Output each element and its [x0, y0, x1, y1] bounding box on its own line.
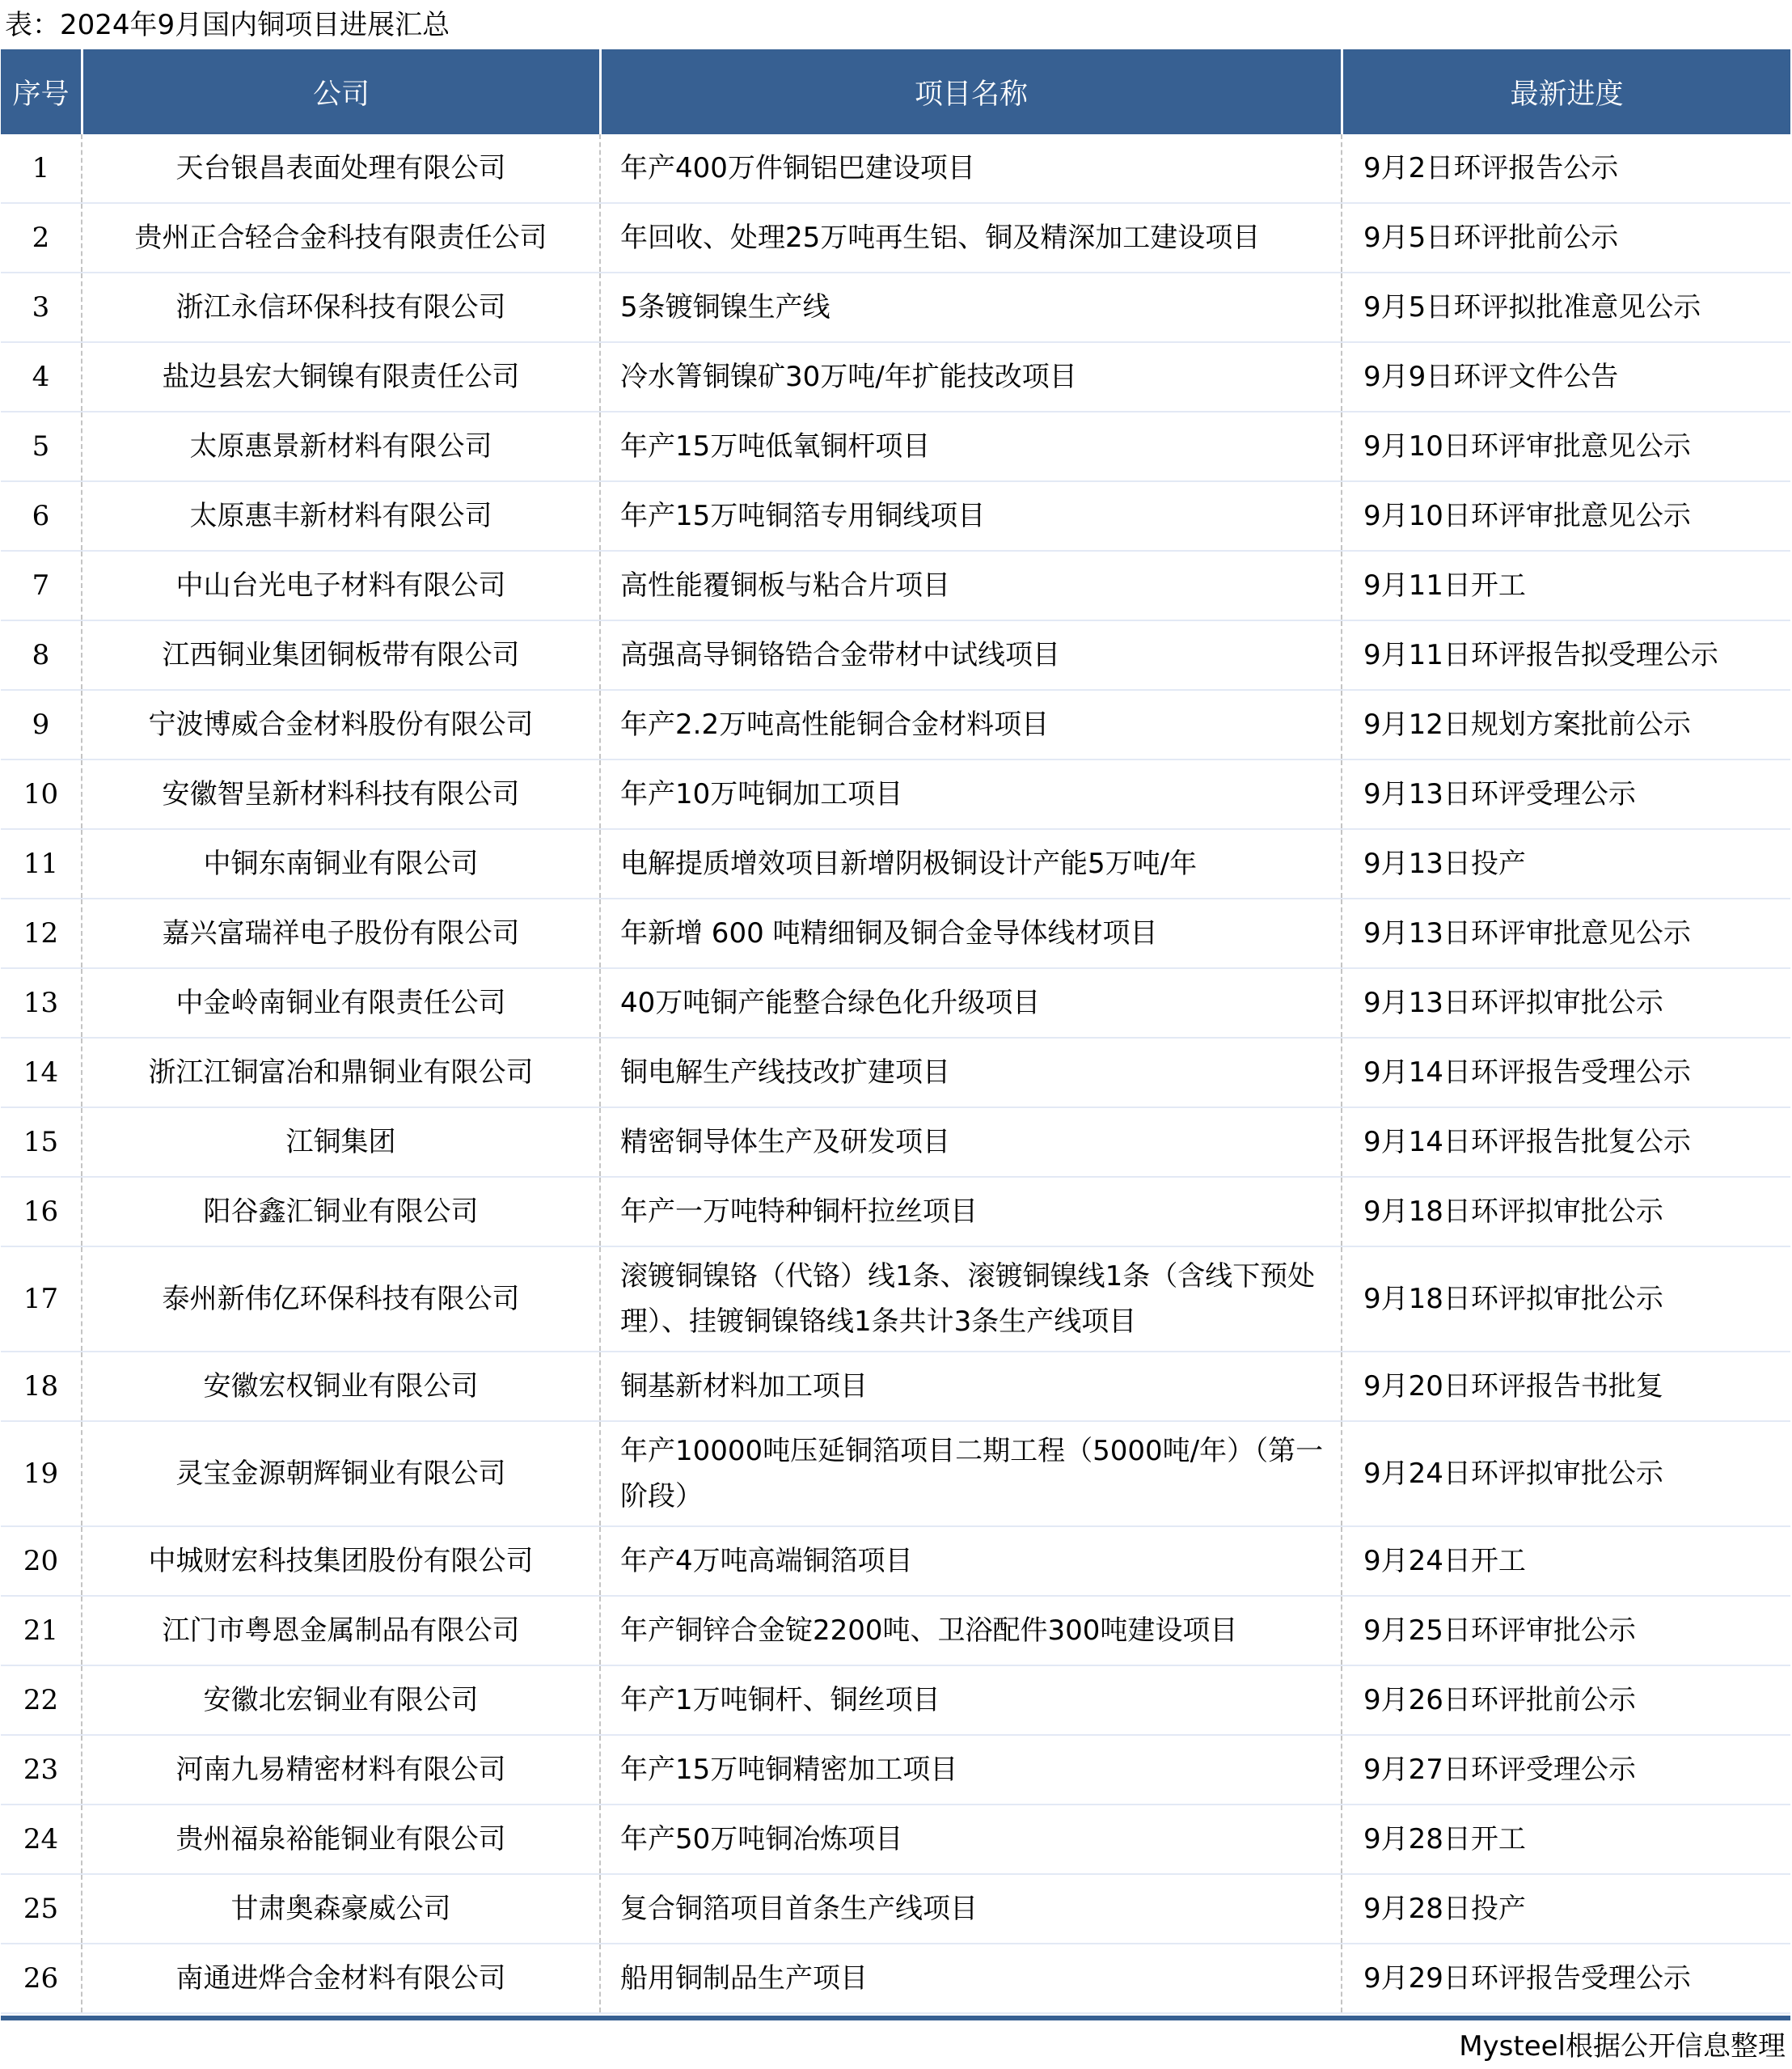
cell-company: 江铜集团	[81, 1108, 599, 1176]
cell-company: 中金岭南铜业有限责任公司	[81, 969, 599, 1037]
cell-company: 宁波博威合金材料股份有限公司	[81, 691, 599, 759]
cell-progress: 9月10日环评审批意见公示	[1341, 413, 1790, 480]
cell-project: 年产15万吨铜箔专用铜线项目	[599, 482, 1341, 550]
cell-progress: 9月24日开工	[1341, 1527, 1790, 1595]
cell-company: 河南九易精密材料有限公司	[81, 1736, 599, 1804]
cell-index: 4	[32, 361, 50, 393]
cell-company: 中城财宏科技集团股份有限公司	[81, 1527, 599, 1595]
cell-progress: 9月20日环评报告书批复	[1341, 1352, 1790, 1420]
table-row	[1, 343, 1790, 413]
cell-company: 中铜东南铜业有限公司	[81, 830, 599, 898]
cell-project: 年产10000吨压延铜箔项目二期工程（5000吨/年）（第一阶段）	[599, 1422, 1341, 1525]
cell-progress: 9月25日环评审批公示	[1341, 1597, 1790, 1665]
table-row	[1, 204, 1790, 273]
cell-project: 年新增 600 吨精细铜及铜合金导体线材项目	[599, 899, 1341, 967]
table-row	[1, 1247, 1790, 1352]
cell-index: 12	[23, 917, 59, 950]
cell-project: 复合铜箔项目首条生产线项目	[599, 1875, 1341, 1943]
cell-progress: 9月10日环评审批意见公示	[1341, 482, 1790, 550]
cell-progress: 9月18日环评拟审批公示	[1341, 1247, 1790, 1351]
cell-progress: 9月27日环评受理公示	[1341, 1736, 1790, 1804]
cell-project: 年产一万吨特种铜杆拉丝项目	[599, 1178, 1341, 1246]
cell-company: 江西铜业集团铜板带有限公司	[81, 621, 599, 689]
cell-company: 太原惠景新材料有限公司	[81, 413, 599, 480]
table-row	[1, 1527, 1790, 1597]
cell-index: 9	[32, 709, 50, 741]
cell-index: 25	[23, 1893, 59, 1925]
table-row	[1, 1944, 1790, 2014]
cell-index: 17	[23, 1283, 59, 1315]
cell-company: 太原惠丰新材料有限公司	[81, 482, 599, 550]
table-row	[1, 1422, 1790, 1527]
cell-project: 铜基新材料加工项目	[599, 1352, 1341, 1420]
cell-company: 贵州福泉裕能铜业有限公司	[81, 1805, 599, 1873]
table-row	[1, 1805, 1790, 1875]
cell-index: 3	[32, 291, 50, 324]
cell-progress: 9月13日环评拟审批公示	[1341, 969, 1790, 1037]
cell-index: 8	[32, 639, 50, 671]
table-row	[1, 1875, 1790, 1944]
cell-index: 6	[32, 500, 50, 532]
table-row	[1, 1597, 1790, 1666]
cell-index: 10	[23, 778, 59, 810]
table-row	[1, 552, 1790, 621]
cell-progress: 9月5日环评拟批准意见公示	[1341, 273, 1790, 341]
cell-index: 26	[23, 1962, 59, 1995]
table-row	[1, 482, 1790, 552]
cell-index: 22	[23, 1684, 59, 1716]
cell-project: 滚镀铜镍铬（代铬）线1条、滚镀铜镍线1条（含线下预处理）、挂镀铜镍铬线1条共计3条生产线项目	[599, 1247, 1341, 1351]
cell-progress: 9月18日环评拟审批公示	[1341, 1178, 1790, 1246]
cell-company: 安徽北宏铜业有限公司	[81, 1666, 599, 1734]
cell-progress: 9月2日环评报告公示	[1341, 134, 1790, 202]
table-row	[1, 1039, 1790, 1108]
cell-index: 11	[23, 848, 59, 880]
cell-project: 5条镀铜镍生产线	[599, 273, 1341, 341]
cell-company: 天台银昌表面处理有限公司	[81, 134, 599, 202]
cell-company: 阳谷鑫汇铜业有限公司	[81, 1178, 599, 1246]
table-row	[1, 969, 1790, 1039]
cell-index: 24	[23, 1823, 59, 1855]
cell-index: 19	[23, 1458, 59, 1490]
cell-company: 灵宝金源朝辉铜业有限公司	[81, 1422, 599, 1525]
cell-progress: 9月13日环评受理公示	[1341, 760, 1790, 828]
cell-project: 高性能覆铜板与粘合片项目	[599, 552, 1341, 620]
cell-progress: 9月28日开工	[1341, 1805, 1790, 1873]
cell-project: 电解提质增效项目新增阴极铜设计产能5万吨/年	[599, 830, 1341, 898]
cell-project: 40万吨铜产能整合绿色化升级项目	[599, 969, 1341, 1037]
table-row	[1, 830, 1790, 899]
cell-project: 冷水箐铜镍矿30万吨/年扩能技改项目	[599, 343, 1341, 411]
header-project: 项目名称	[599, 49, 1341, 134]
cell-company: 安徽智呈新材料科技有限公司	[81, 760, 599, 828]
cell-company: 甘肃奥森豪威公司	[81, 1875, 599, 1943]
cell-index: 16	[23, 1195, 59, 1228]
cell-progress: 9月24日环评拟审批公示	[1341, 1422, 1790, 1525]
cell-index: 21	[23, 1614, 59, 1647]
cell-company: 浙江永信环保科技有限公司	[81, 273, 599, 341]
table-bottom-border	[1, 2016, 1790, 2020]
cell-project: 年产4万吨高端铜箔项目	[599, 1527, 1341, 1595]
cell-progress: 9月26日环评批前公示	[1341, 1666, 1790, 1734]
cell-project: 年产10万吨铜加工项目	[599, 760, 1341, 828]
cell-index: 23	[23, 1754, 59, 1786]
cell-company: 中山台光电子材料有限公司	[81, 552, 599, 620]
cell-project: 年产15万吨铜精密加工项目	[599, 1736, 1341, 1804]
cell-project: 年产15万吨低氧铜杆项目	[599, 413, 1341, 480]
cell-index: 7	[32, 569, 50, 602]
source-note: Mysteel根据公开信息整理	[1459, 2030, 1786, 2063]
cell-company: 嘉兴富瑞祥电子股份有限公司	[81, 899, 599, 967]
cell-progress: 9月11日环评报告拟受理公示	[1341, 621, 1790, 689]
table-row	[1, 1736, 1790, 1805]
cell-progress: 9月28日投产	[1341, 1875, 1790, 1943]
cell-project: 年产400万件铜铝巴建设项目	[599, 134, 1341, 202]
table-row	[1, 760, 1790, 830]
copper-projects-table	[1, 49, 1790, 2020]
cell-progress: 9月9日环评文件公告	[1341, 343, 1790, 411]
cell-company: 安徽宏权铜业有限公司	[81, 1352, 599, 1420]
cell-project: 船用铜制品生产项目	[599, 1944, 1341, 2012]
cell-company: 泰州新伟亿环保科技有限公司	[81, 1247, 599, 1351]
cell-company: 南通进烨合金材料有限公司	[81, 1944, 599, 2012]
cell-company: 盐边县宏大铜镍有限责任公司	[81, 343, 599, 411]
cell-company: 贵州正合轻合金科技有限责任公司	[81, 204, 599, 272]
cell-progress: 9月13日投产	[1341, 830, 1790, 898]
cell-project: 年产1万吨铜杆、铜丝项目	[599, 1666, 1341, 1734]
cell-index: 15	[23, 1126, 59, 1158]
cell-progress: 9月5日环评批前公示	[1341, 204, 1790, 272]
table-row	[1, 1178, 1790, 1247]
table-header	[1, 49, 1790, 134]
cell-index: 1	[32, 152, 50, 184]
cell-project: 年产50万吨铜冶炼项目	[599, 1805, 1341, 1873]
cell-progress: 9月29日环评报告受理公示	[1341, 1944, 1790, 2012]
table-row	[1, 134, 1790, 204]
cell-index: 14	[23, 1056, 59, 1089]
table-row	[1, 1666, 1790, 1736]
cell-project: 年产2.2万吨高性能铜合金材料项目	[599, 691, 1341, 759]
table-row	[1, 1108, 1790, 1178]
cell-project: 精密铜导体生产及研发项目	[599, 1108, 1341, 1176]
table-row	[1, 899, 1790, 969]
cell-index: 2	[32, 222, 50, 254]
cell-progress: 9月13日环评审批意见公示	[1341, 899, 1790, 967]
cell-progress: 9月14日环评报告受理公示	[1341, 1039, 1790, 1106]
table-row	[1, 413, 1790, 482]
cell-company: 江门市粤恩金属制品有限公司	[81, 1597, 599, 1665]
cell-index: 18	[23, 1370, 59, 1403]
cell-progress: 9月11日开工	[1341, 552, 1790, 620]
header-progress: 最新进度	[1341, 49, 1790, 134]
cell-index: 20	[23, 1545, 59, 1577]
cell-project: 高强高导铜铬锆合金带材中试线项目	[599, 621, 1341, 689]
cell-index: 5	[32, 430, 50, 463]
header-company: 公司	[81, 49, 599, 134]
table-row	[1, 273, 1790, 343]
header-index: 序号	[12, 78, 70, 111]
cell-progress: 9月14日环评报告批复公示	[1341, 1108, 1790, 1176]
cell-company: 浙江江铜富冶和鼎铜业有限公司	[81, 1039, 599, 1106]
cell-project: 年产铜锌合金锭2200吨、卫浴配件300吨建设项目	[599, 1597, 1341, 1665]
table-row	[1, 1352, 1790, 1422]
table-title: 表：2024年9月国内铜项目进展汇总	[5, 9, 450, 41]
cell-project: 铜电解生产线技改扩建项目	[599, 1039, 1341, 1106]
cell-progress: 9月12日规划方案批前公示	[1341, 691, 1790, 759]
cell-project: 年回收、处理25万吨再生铝、铜及精深加工建设项目	[599, 204, 1341, 272]
table-body	[1, 134, 1790, 2014]
cell-index: 13	[23, 987, 59, 1019]
table-row	[1, 621, 1790, 691]
table-row	[1, 691, 1790, 760]
